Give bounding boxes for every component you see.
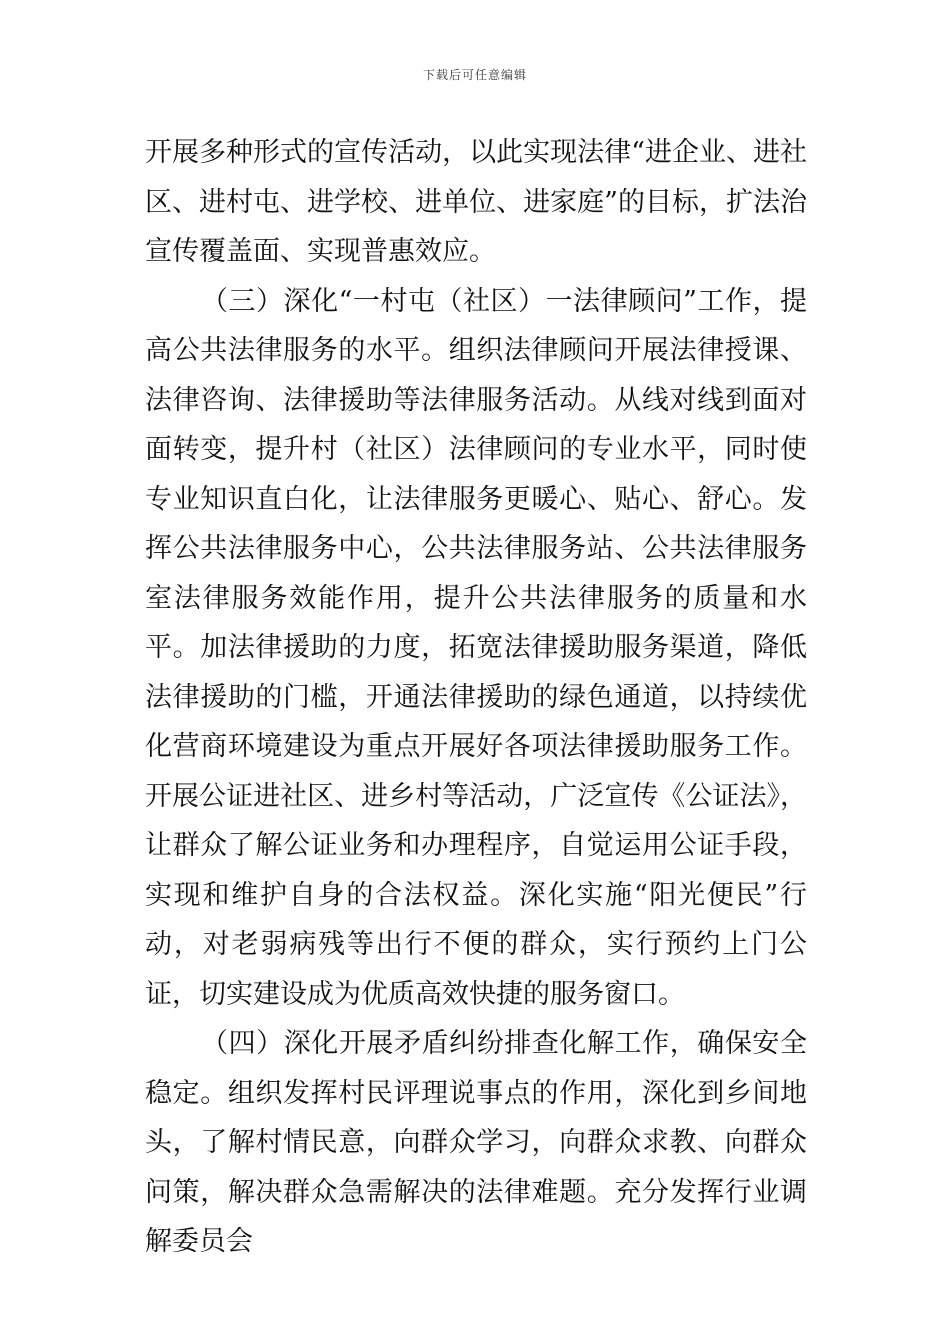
paragraph-continuation: 开展多种形式的宣传活动，以此实现法律“进企业、进社区、进村屯、进学校、进单位、进家庭”的目标，扩法治宣传覆盖面、实现普惠效应。: [145, 137, 807, 267]
document-body: [145, 128, 807, 1267]
paragraph-section-three: （三）深化“一村屯（社区）一法律顾问”工作，提高公共法律服务的水平。组织法律顾问开展法律授课、法律咨询、法律援助等法律服务活动。从线对线到面对面转变，提升村（社区）法律顾问的专业水平，同时使专业知识直白化，让法律服务更暖心、贴心、舒心。发挥公共法律服务中心，公共法律服务站、公共法律服务室法律服务效能作用，提升公共法律服务的质量和水平。加法律援助的力度，拓宽法律援助服务渠道，降低法律援助的门槛，开通法律援助的绿色通道，以持续优化营商环境建设为重点开展好各项法律援助服务工作。开展公证进社区、进乡村等活动，广泛宣传《公证法》，让群众了解公证业务和办理程序，自觉运用公证手段，实现和维护自身的合法权益。深化实施“阳光便民”行动，对老弱病残等出行不便的群众，实行预约上门公证，切实建设成为优质高效快捷的服务窗口。: [145, 285, 807, 1010]
page-header-note: 下载后可任意编辑: [422, 68, 527, 82]
paragraph-section-four: （四）深化开展矛盾纠纷排查化解工作，确保安全稳定。组织发挥村民评理说事点的作用，深化到乡间地头，了解村情民意，向群众学习，向群众求教、向群众问策，解决群众急需解决的法律难题。充分发挥行业调解委员会: [145, 1028, 807, 1257]
